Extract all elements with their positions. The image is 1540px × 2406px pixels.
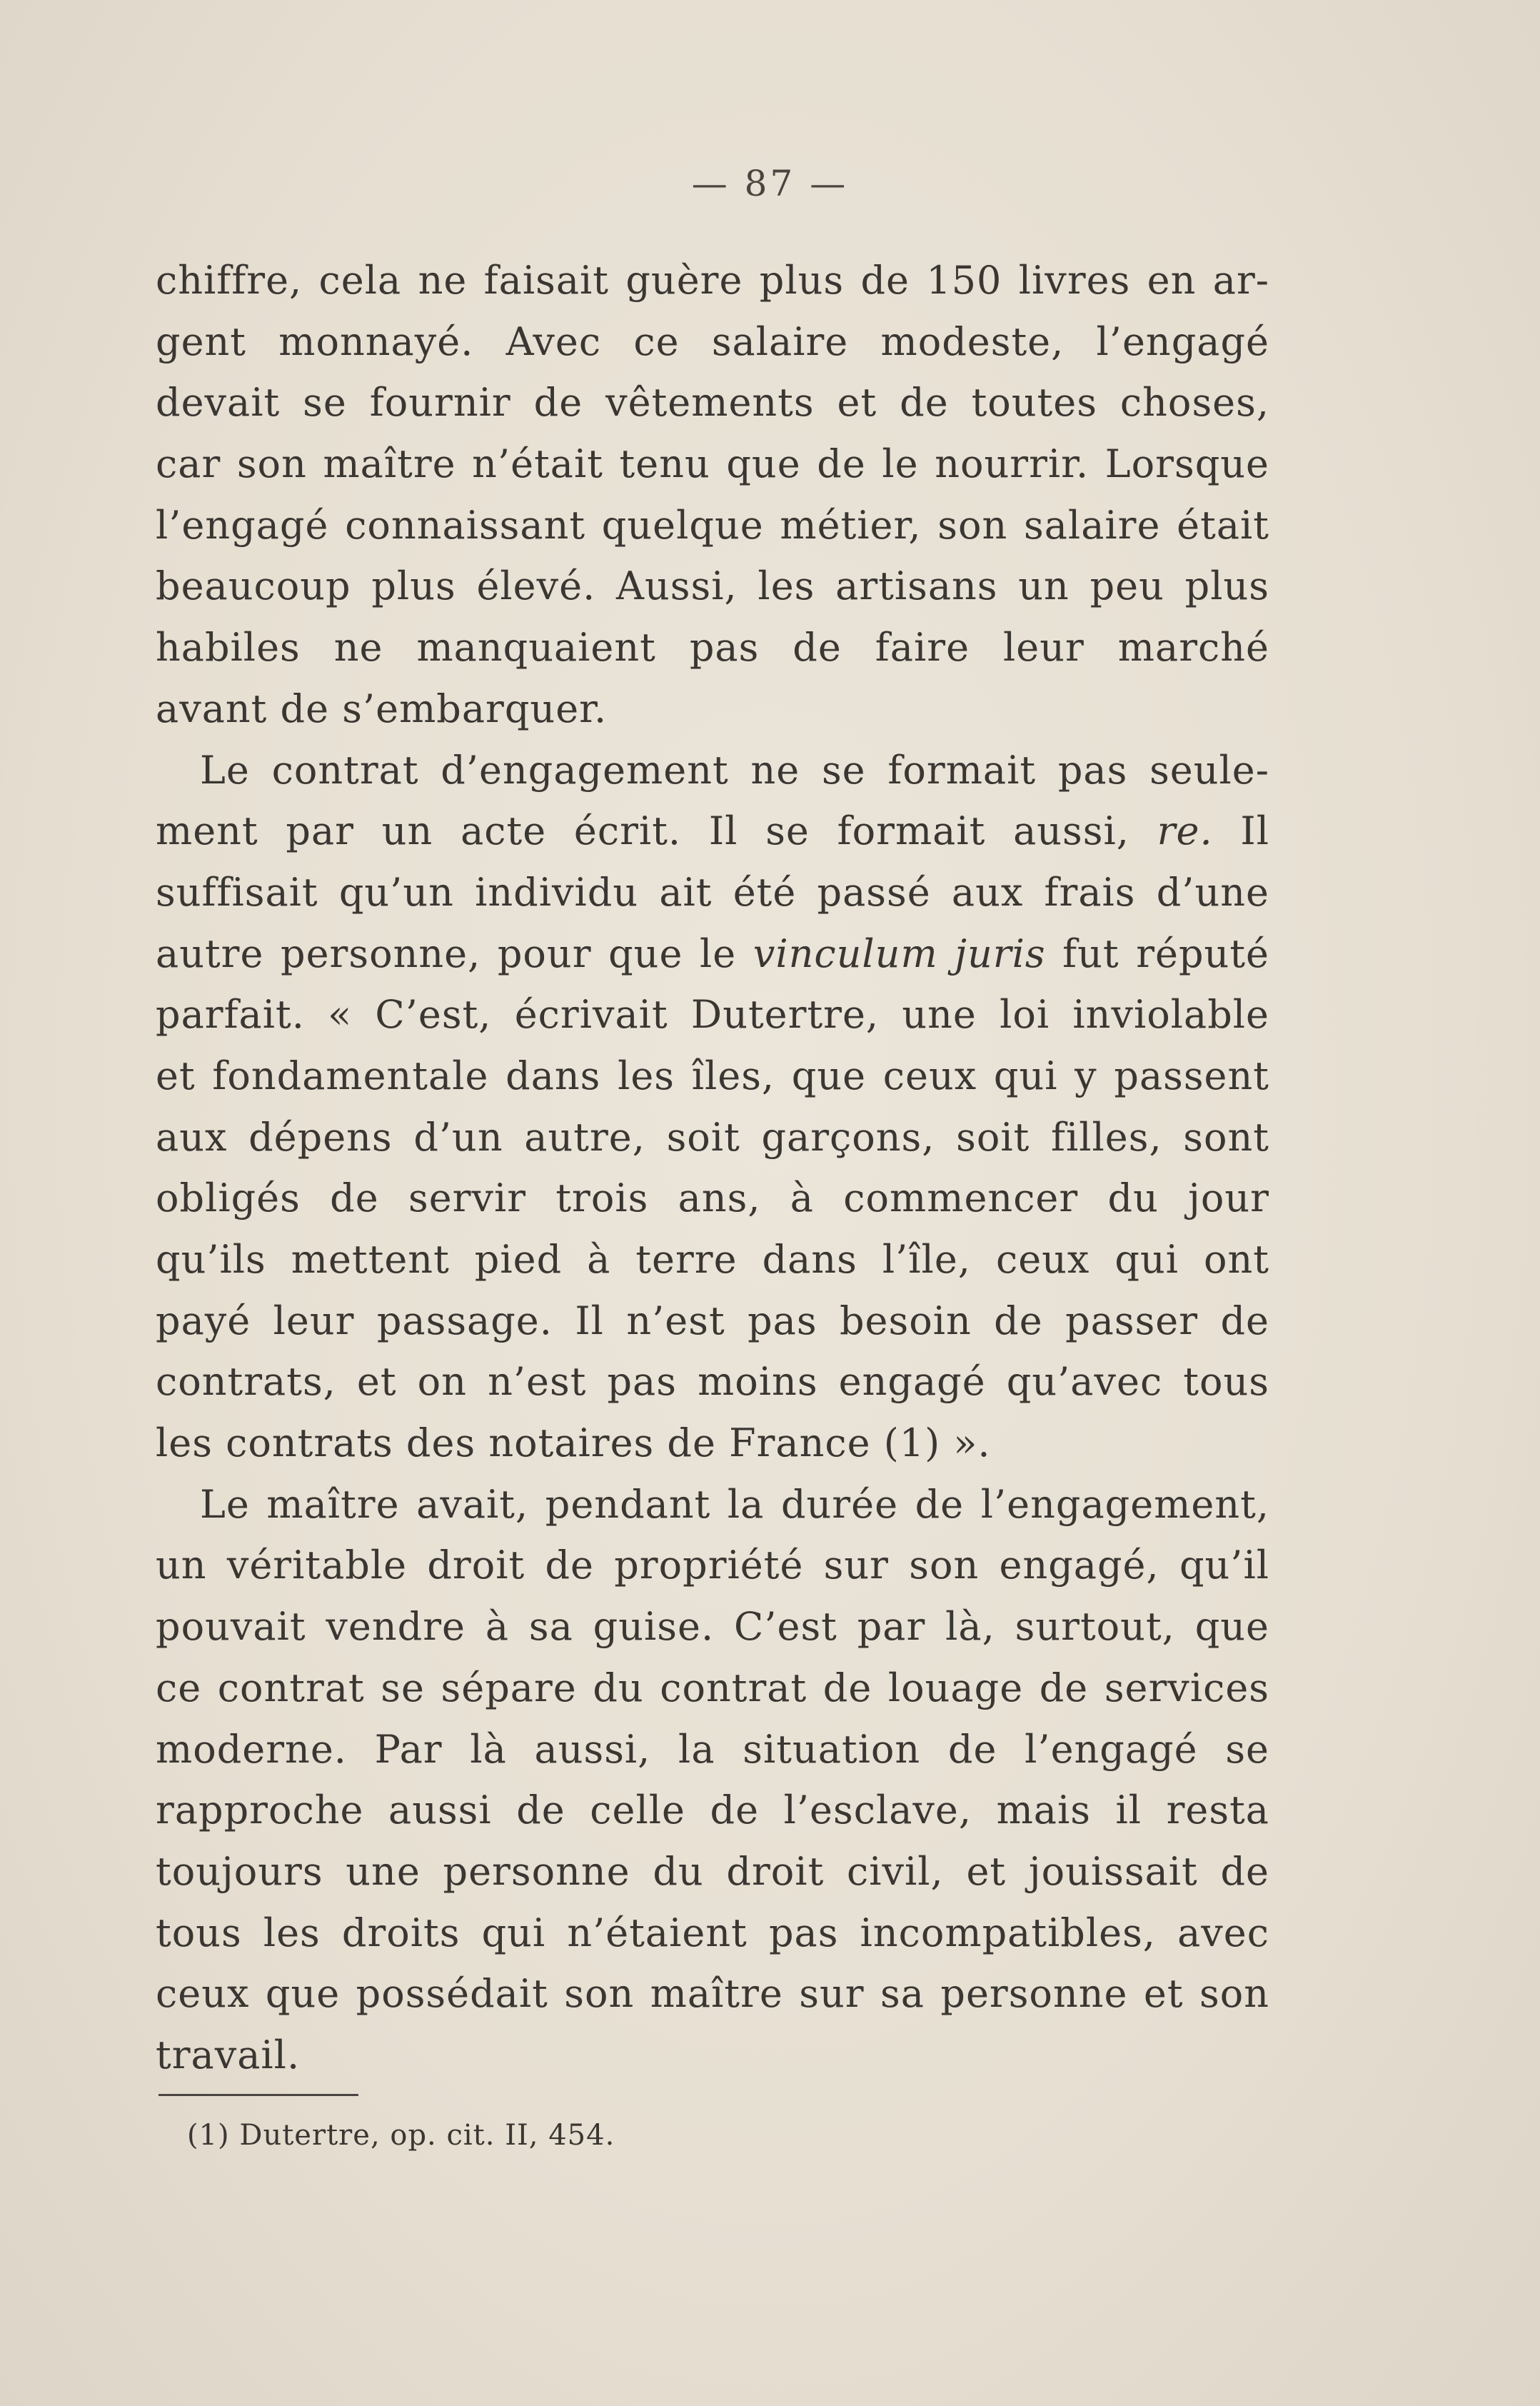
text-line: payé leur passage. Il n’est pas besoin de passer de	[156, 1298, 1269, 1343]
text-line: ce contrat se sépare du contrat de louage de services	[156, 1665, 1269, 1710]
text-line: obligés de servir trois ans, à commencer du jour	[156, 1176, 1269, 1221]
text-line: rapproche aussi de celle de l’esclave, mais il resta	[156, 1788, 1269, 1833]
text-line: car son maître n’était tenu que de le nourrir. Lorsque	[156, 441, 1269, 487]
text-line: l’engagé connaissant quelque métier, son salaire était	[156, 502, 1269, 548]
text-line: pouvait vendre à sa guise. C’est par là, surtout, que	[156, 1604, 1269, 1650]
text-line: aux dépens d’un autre, soit garçons, soit filles, sont	[156, 1114, 1269, 1160]
text-line: un véritable droit de propriété sur son engagé, qu’il	[156, 1543, 1269, 1588]
footnote: (1) Dutertre, op. cit. II, 454.	[187, 2119, 615, 2152]
text-line: avant de s’embarquer.	[156, 686, 608, 731]
text-line: toujours une personne du droit civil, et jouissait de	[156, 1848, 1269, 1894]
text-line: qu’ils mettent pied à terre dans l’île, ceux qui ont	[156, 1237, 1269, 1282]
text-line: suffisait qu’un individu ait été passé aux frais d’une	[156, 869, 1269, 915]
text-line: gent monnayé. Avec ce salaire modeste, l’engagé	[156, 319, 1269, 364]
text-line: devait se fournir de vêtements et de toutes choses,	[156, 380, 1269, 426]
text-line: contrats, et on n’est pas moins engagé qu’avec tous	[156, 1359, 1269, 1405]
text-line: moderne. Par là aussi, la situation de l’engagé se	[156, 1726, 1269, 1772]
italic-text: re.	[1157, 808, 1213, 854]
text-line: et fondamentale dans les îles, que ceux qui y passent	[156, 1053, 1269, 1098]
text-line: parfait. « C’est, écrivait Dutertre, une loi inviolable	[156, 992, 1269, 1038]
text-line: travail.	[156, 2032, 301, 2077]
text-line: les contrats des notaires de France (1) ».	[156, 1420, 991, 1466]
page-number: — 87 —	[691, 163, 849, 204]
text-line: ceux que possédait son maître sur sa personne et son	[156, 1971, 1269, 2017]
body-text	[156, 250, 1269, 2086]
footnote-divider	[158, 2094, 358, 2096]
text-line: habiles ne manquaient pas de faire leur marché	[156, 625, 1269, 671]
italic-text: vinculum juris	[753, 931, 1046, 976]
text-line: Le maître avait, pendant la durée de l’engagement,	[200, 1481, 1269, 1527]
text-line: tous les droits qui n’étaient pas incompatibles, avec	[156, 1910, 1269, 1955]
text-line: chiffre, cela ne faisait guère plus de 150 livres en ar-	[156, 258, 1269, 303]
text-line: ment par un acte écrit. Il se formait aussi, re. Il	[156, 808, 1269, 854]
text-line: Le contrat d’engagement ne se formait pas seule-	[200, 747, 1269, 793]
text-line: autre personne, pour que le vinculum juris fut réputé	[156, 931, 1269, 976]
text-line: beaucoup plus élevé. Aussi, les artisans un peu plus	[156, 563, 1269, 609]
